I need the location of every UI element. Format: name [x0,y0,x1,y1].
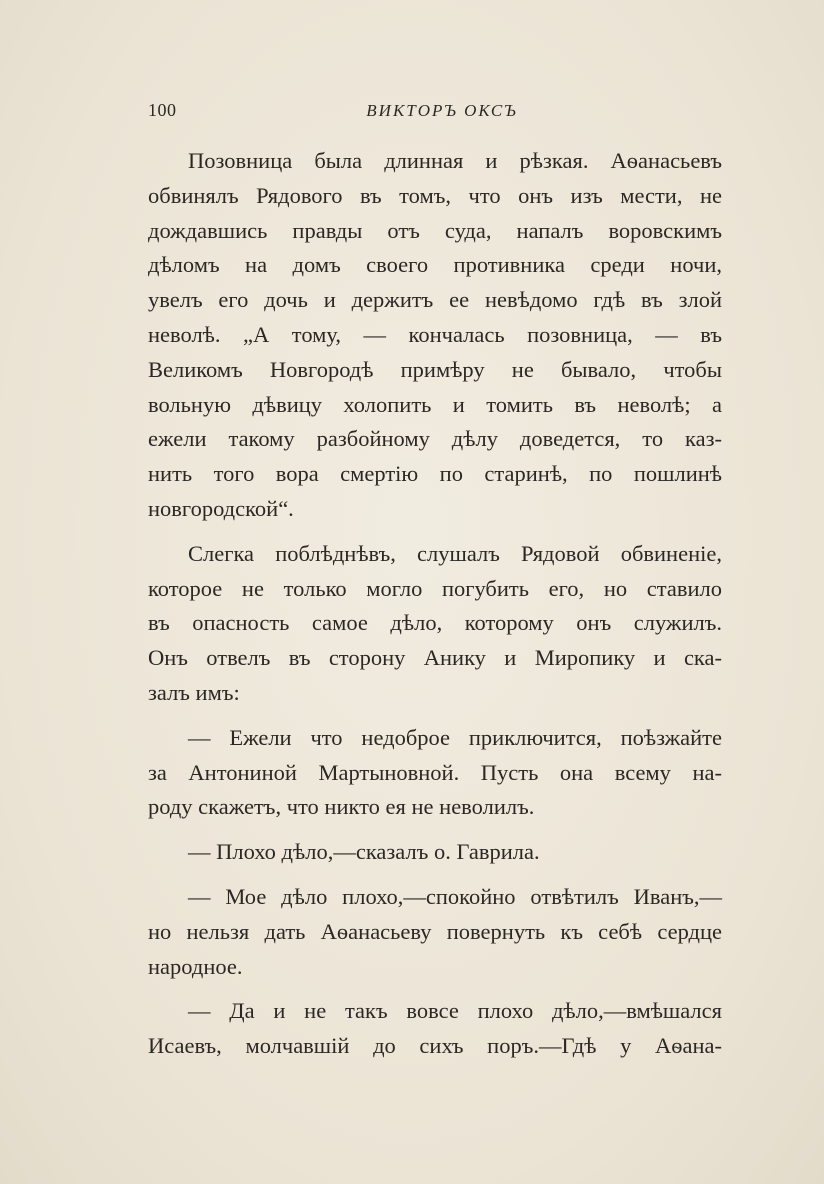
text-line: — Да и не такъ вовсе плохо дѣло,—вмѣшался [188,998,722,1024]
text-line: дѣломъ на домъ своего противника среди ночи, [148,252,722,278]
text-line: за Антониной Мартыновной. Пусть она всему на- [148,759,722,785]
paragraph [148,537,722,711]
text-line: Слегка поблѣднѣвъ, слушалъ Рядовой обвиненіе, [188,540,722,566]
paragraph [148,835,722,870]
text-line: роду скажетъ, что никто ея не неволилъ. [148,794,535,820]
page-header [148,100,722,128]
page-number: 100 [148,100,177,120]
text-line: — Мое дѣло плохо,—спокойно отвѣтилъ Иванъ,— [188,883,722,909]
body-text [148,144,722,1064]
text-line: дождавшись правды отъ суда, напалъ воровскимъ [148,217,722,243]
paragraph-gap [148,527,722,537]
text-line: вольную дѣвицу холопить и томить въ неволѣ; а [148,391,722,417]
text-line: которое не только могло погубить его, но ставило [148,575,722,601]
text-line: въ опасность самое дѣло, которому онъ служилъ. [148,610,722,636]
paragraph-gap [148,711,722,721]
text-line: Позовница была длинная и рѣзкая. Аѳанасьевъ [188,148,722,173]
paragraph [148,994,722,1064]
paragraph-gap [148,984,722,994]
paragraph [148,880,722,984]
paragraph-gap [148,825,722,835]
text-line: нить того вора смертію по старинѣ, по пошлинѣ [148,461,722,487]
text-line: Великомъ Новгородѣ примѣру не бывало, чтобы [148,356,722,382]
text-line: Онъ отвелъ въ сторону Анику и Миропику и ска- [148,645,722,671]
text-line: Исаевъ, молчавшій до сихъ поръ.—Гдѣ у Аѳана- [148,1033,722,1059]
paragraph [148,721,722,825]
text-line: залъ имъ: [148,679,240,705]
text-line: обвинялъ Рядового въ томъ, что онъ изъ мести, не [148,182,722,208]
text-line: увелъ его дочь и держитъ ее невѣдомо гдѣ въ злой [148,287,722,313]
text-line: — Плохо дѣло,—сказалъ о. Гаврила. [188,839,540,865]
text-line: народное. [148,953,243,979]
text-line: — Ежели что недоброе приключится, поѣзжайте [188,724,722,750]
text-line: ежели такому разбойному дѣлу доведется, то каз- [148,426,722,452]
text-line: неволѣ. „А тому, — кончалась позовница, — въ [148,321,722,347]
running-title: ВИКТОРЪ ОКСЪ [366,101,518,120]
paragraph-gap [148,870,722,880]
text-line: новгородской“. [148,495,294,521]
paragraph [148,144,722,527]
text-line: но нельзя дать Аѳанасьеву повернуть къ себѣ сердце [148,918,722,944]
